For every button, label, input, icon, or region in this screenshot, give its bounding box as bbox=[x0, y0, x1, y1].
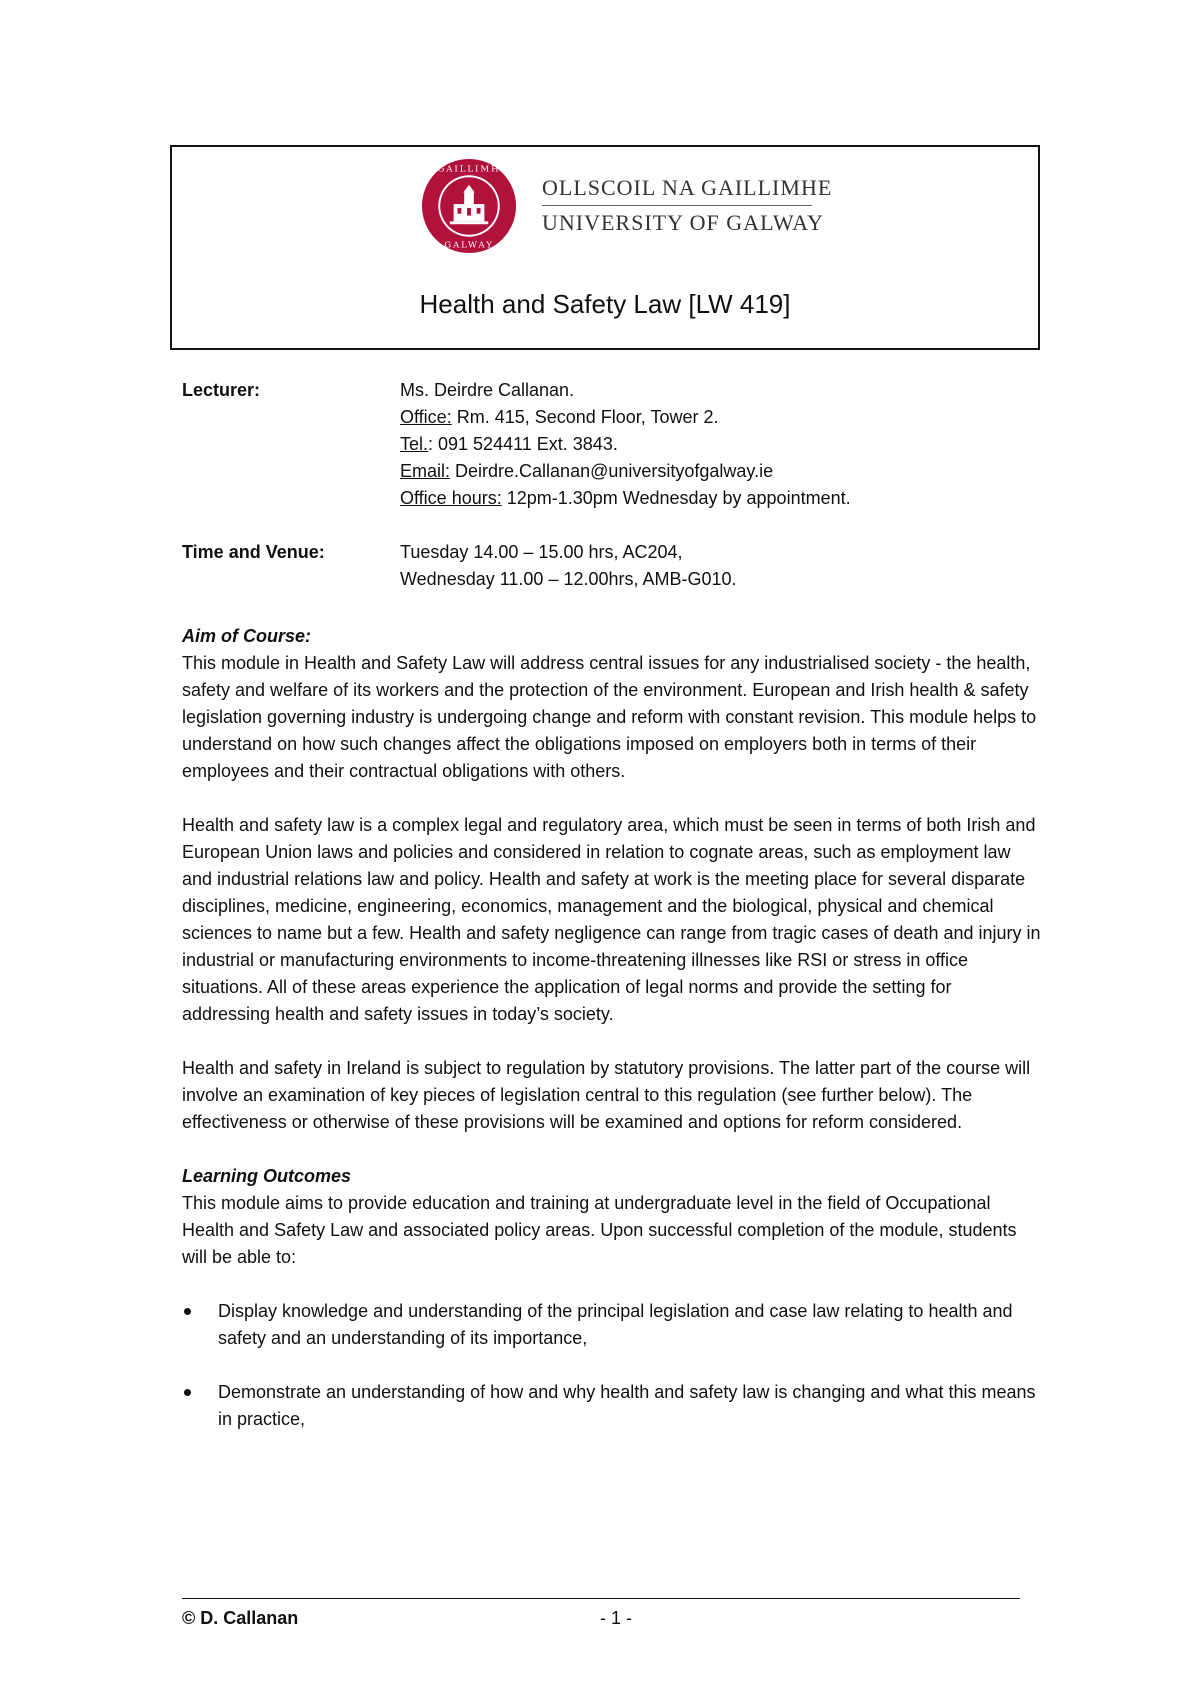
aim-paragraph-3: Health and safety in Ireland is subject to regulation by statutory provisions. The latter part of the course will involve an examination of key pieces of legislation central to this regulation (see further below). The effectiveness or otherwise of these provisions will be examined and options for reform considered. bbox=[182, 1058, 1031, 1132]
lecturer-tel: Tel.: 091 524411 Ext. 3843. bbox=[400, 434, 618, 454]
aim-section bbox=[182, 623, 1042, 785]
seal-lettering: GAILLIMH bbox=[437, 164, 501, 175]
lecturer-name: Ms. Deirdre Callanan. bbox=[400, 380, 575, 400]
document-body bbox=[182, 623, 1042, 1460]
time-venue-line-1: Tuesday 14.00 – 15.00 hrs, AC204, bbox=[400, 542, 683, 562]
title-box bbox=[170, 145, 1040, 350]
svg-text:GALWAY: GALWAY bbox=[444, 240, 494, 251]
footer-copyright: © D. Callanan bbox=[182, 1608, 299, 1628]
university-seal-icon bbox=[421, 158, 517, 254]
lecturer-label: Lecturer: bbox=[182, 380, 261, 400]
list-item: Display knowledge and understanding of the principal legislation and case law relating to health and safety and an understanding of its importance, bbox=[182, 1298, 1042, 1352]
lecturer-email[interactable]: Email: Deirdre.Callanan@universityofgalway.ie bbox=[400, 461, 774, 481]
outcomes-heading: Learning Outcomes bbox=[182, 1166, 352, 1186]
lecturer-office-hours: Office hours: 12pm-1.30pm Wednesday by appointment. bbox=[400, 488, 851, 508]
logo-line-english: UNIVERSITY OF GALWAY bbox=[542, 210, 824, 235]
outcomes-section bbox=[182, 1163, 1042, 1271]
logo-line-irish: OLLSCOIL NA GAILLIMHE bbox=[542, 175, 812, 206]
email-link[interactable]: Deirdre.Callanan@universityofgalway.ie bbox=[450, 461, 774, 481]
document-title: Health and Safety Law [LW 419] bbox=[419, 289, 791, 319]
list-item: Demonstrate an understanding of how and why health and safety law is changing and what this means in practice, bbox=[182, 1379, 1042, 1433]
bullet-icon bbox=[184, 1389, 191, 1396]
footer-divider bbox=[182, 1598, 1020, 1599]
lecturer-office: Office: Rm. 415, Second Floor, Tower 2. bbox=[400, 407, 719, 427]
lecturer-row bbox=[182, 377, 1042, 512]
time-venue-line-2: Wednesday 11.00 – 12.00hrs, AMB-G010. bbox=[400, 569, 737, 589]
page-number: - 1 - bbox=[600, 1608, 633, 1628]
university-wordmark bbox=[542, 175, 833, 236]
outcomes-list bbox=[182, 1298, 1042, 1433]
aim-paragraph-2: Health and safety law is a complex legal and regulatory area, which must be seen in terms of both Irish and European Union laws and policies and considered in relation to cognate areas, such as employment law and industrial relations law and policy. Health and safety at work is the meeting place for several disparate disciplines, medicine, engineering, economics, management and the biological, physical and chemical sciences to name but a few. Health and safety negligence can range from tragic cases of death and injury in industrial or manufacturing environments to income-threatening illnesses like RSI or stress in office situations. All of these areas experience the application of legal norms and provide the setting for addressing health and safety issues in today’s society. bbox=[182, 815, 1041, 1024]
aim-paragraph-1: This module in Health and Safety Law will address central issues for any industrialised society - the health, safety and welfare of its workers and the protection of the environment. European and Irish health & safety legislation governing industry is undergoing change and reform with constant revision. This module helps to understand on how such changes affect the obligations imposed on employers both in terms of their employees and their contractual obligations with others. bbox=[182, 653, 1037, 781]
outcomes-intro: This module aims to provide education and training at undergraduate level in the field of Occupational Health and Safety Law and associated policy areas. Upon successful completion of the module, students will be able to: bbox=[182, 1193, 1017, 1267]
time-venue-row bbox=[182, 539, 1042, 593]
bullet-icon bbox=[184, 1308, 191, 1315]
course-info bbox=[182, 377, 1042, 593]
time-venue-label: Time and Venue: bbox=[182, 542, 325, 562]
aim-heading: Aim of Course: bbox=[182, 626, 312, 646]
